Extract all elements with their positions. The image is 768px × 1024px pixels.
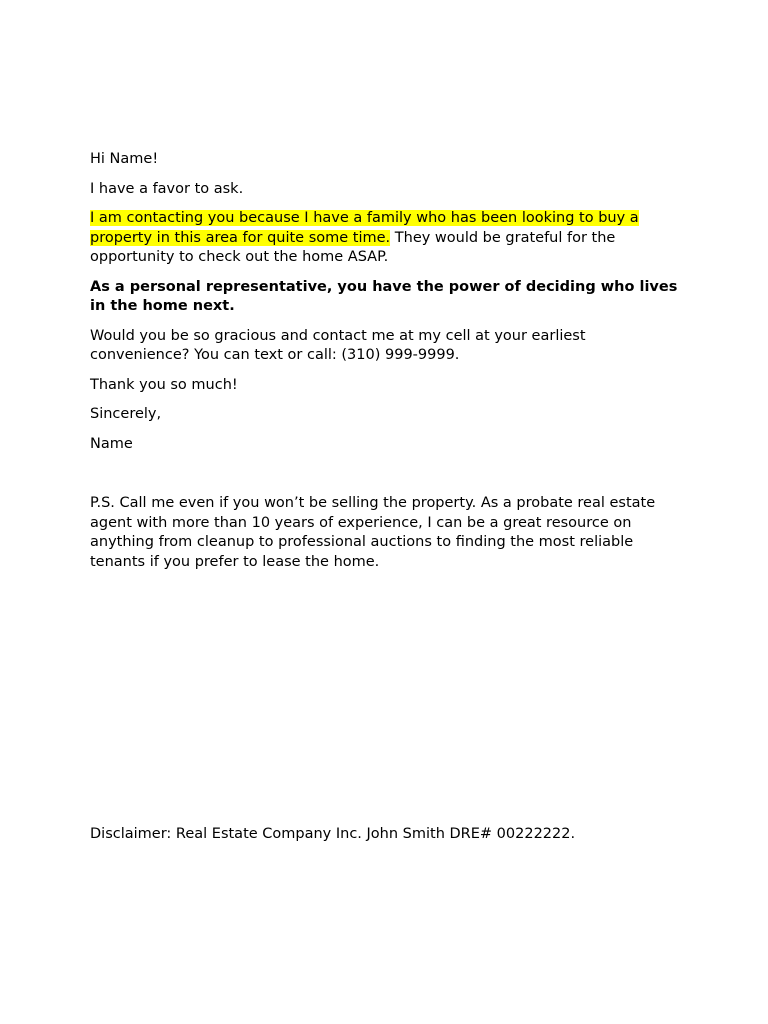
signature-name: Name [90, 435, 133, 452]
greeting: Hi Name! [90, 151, 159, 167]
favor-line: I have a favor to ask. [90, 180, 244, 197]
closing-line: Sincerely, [90, 406, 162, 422]
intro-rest-text: They would be grateful for the opportunity to check out the home ASAP. [90, 229, 616, 265]
spacer [90, 464, 680, 494]
highlighted-text: I am contacting you because I have a family who has been looking to buy a property in this area for quite some time. [90, 210, 639, 246]
intro-paragraph [90, 209, 680, 268]
postscript: P.S. Call me even if you won’t be selling the property. As a probate real estate agent with more than 10 years of experience, I can be a great resource on anything from cleanup to professional auctions to finding the most reliable tenants if you prefer to lease the home. [90, 495, 656, 570]
disclaimer: Disclaimer: Real Estate Company Inc. John Smith DRE# 00222222. [90, 826, 576, 842]
thanks-line: Thank you so much! [90, 376, 238, 393]
bold-statement: As a personal representative, you have the power of deciding who lives in the home next. [90, 278, 678, 314]
contact-request: Would you be so gracious and contact me at my cell at your earliest convenience? You can text or call: (310) 999-9999. [90, 327, 586, 363]
letter-body [90, 150, 680, 582]
